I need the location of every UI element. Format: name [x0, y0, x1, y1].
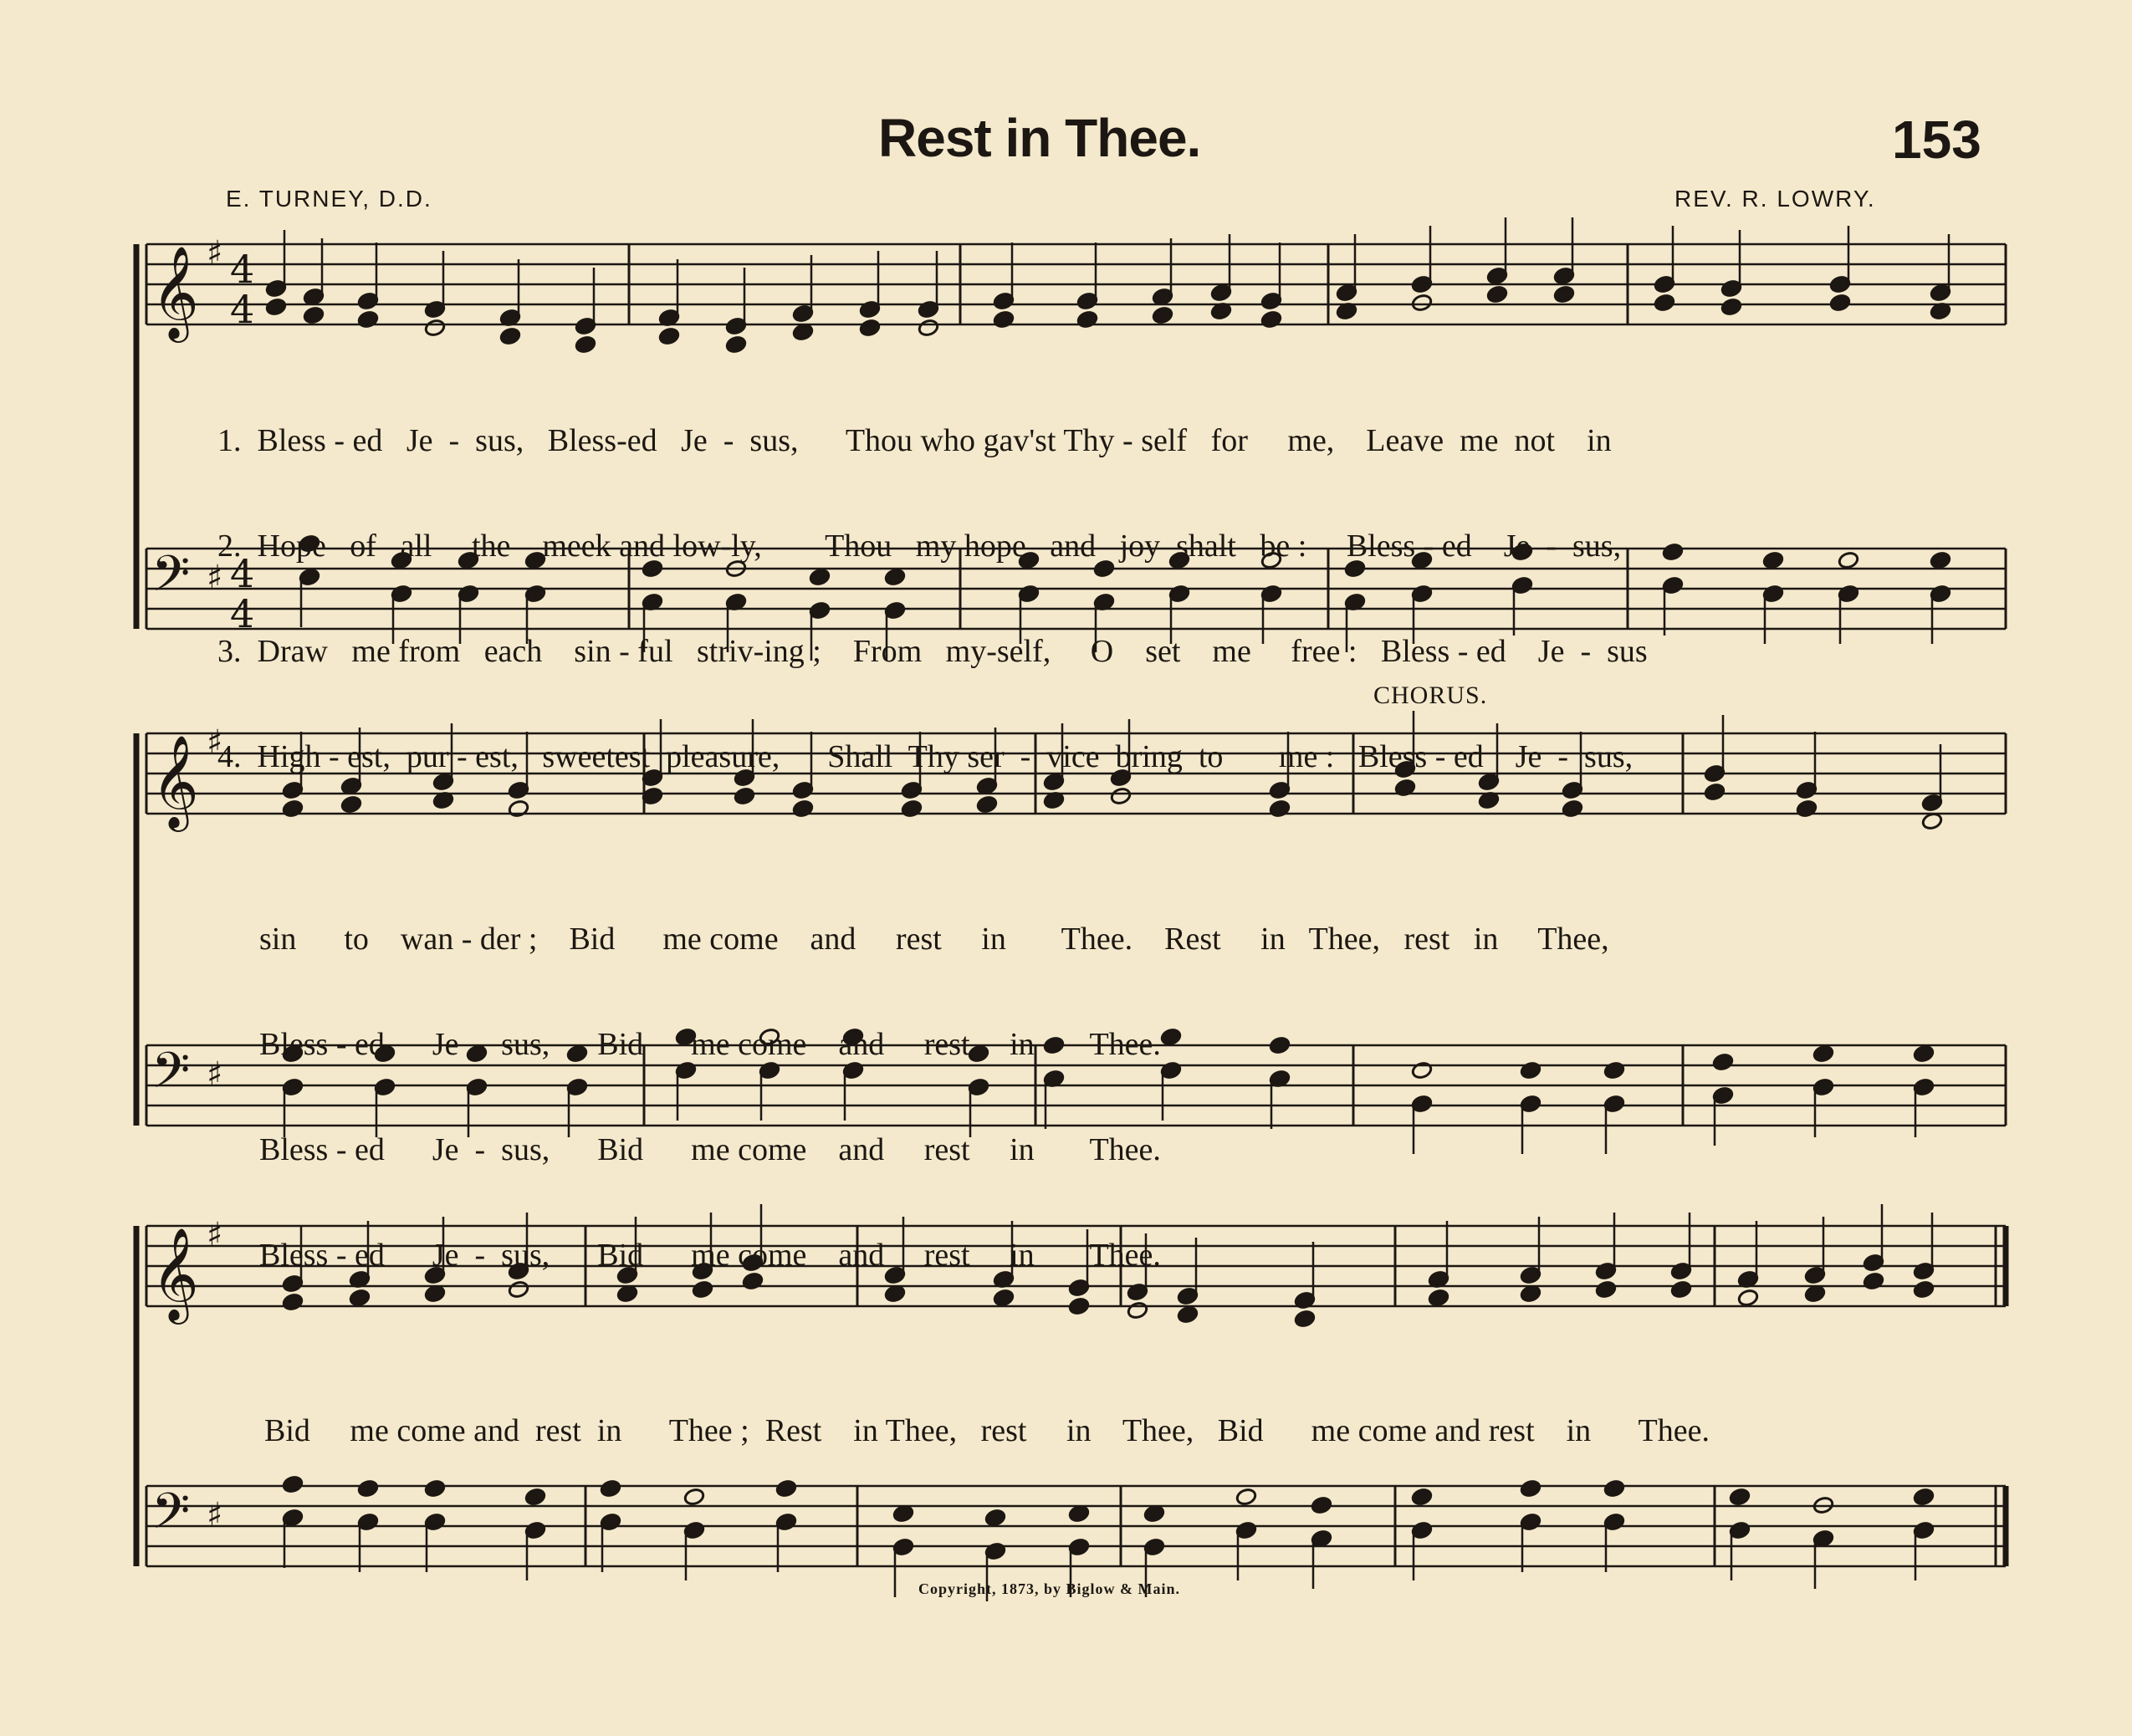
key-signature-sharp: ♯ — [207, 1216, 223, 1254]
notehead — [1729, 1488, 1751, 1507]
notehead — [1913, 1488, 1935, 1507]
notehead — [1838, 551, 1859, 570]
lyrics-system-1 — [217, 353, 1648, 845]
notehead — [918, 319, 939, 338]
notehead — [859, 319, 881, 338]
notehead — [1654, 294, 1675, 313]
notehead — [658, 327, 680, 346]
lyrics-system-2 — [259, 851, 1609, 1343]
bass-clef: 𝄢 — [151, 544, 191, 615]
hymn-title: Rest in Thee. — [878, 108, 1201, 168]
notehead — [1762, 551, 1784, 570]
notehead — [1411, 294, 1433, 313]
notehead — [575, 335, 596, 355]
notehead — [1670, 1280, 1692, 1299]
time-signature: 4 — [230, 287, 255, 332]
notehead — [1829, 294, 1851, 313]
key-signature-sharp: ♯ — [207, 559, 223, 597]
key-signature-sharp: ♯ — [207, 1496, 223, 1534]
time-signature: 4 — [230, 247, 255, 292]
treble-clef: 𝄞 — [151, 734, 199, 828]
notehead — [1553, 285, 1575, 304]
notehead — [725, 335, 747, 355]
key-signature-sharp: ♯ — [207, 1055, 223, 1094]
notehead — [1913, 1044, 1935, 1064]
verse-1-line: sin to wan - der ; Bid me come and rest in Thee. Rest in Thee, rest in Thee, — [259, 922, 1609, 957]
notehead — [303, 306, 325, 325]
page-number: 153 — [1892, 110, 1981, 170]
notehead — [1260, 310, 1282, 329]
key-signature-sharp: ♯ — [207, 723, 223, 762]
copyright-notice: Copyright, 1873, by Biglow & Main. — [918, 1580, 1181, 1597]
time-signature: 4 — [230, 551, 255, 596]
notehead — [1704, 783, 1726, 802]
notehead — [1662, 543, 1684, 562]
verse-4-line: 4. High - est, pur - est, sweetest pleasure, Shall Thy ser - vice bring to me : Bless - ed Je - sus, — [217, 739, 1634, 774]
notehead — [1812, 1044, 1834, 1064]
notehead — [1737, 1289, 1759, 1308]
notehead — [1152, 306, 1173, 325]
composer-credit: REV. R. LOWRY. — [1674, 186, 1876, 212]
notehead — [1486, 285, 1508, 304]
verse-1-line: 1. Bless - ed Je - sus, Bless-ed Je - sus, Thou who gav'st Thy - self for me, Leave me not in — [217, 423, 1612, 458]
verse-4-line: Bless - ed Je - sus, Bid me come and rest in Thee. — [259, 1238, 1161, 1273]
verse-3-line: Bless - ed Je - sus, Bid me come and rest in Thee. — [259, 1132, 1161, 1167]
time-signature: 4 — [230, 591, 255, 636]
notehead — [1796, 799, 1818, 819]
notehead — [1712, 1053, 1734, 1072]
notehead — [499, 327, 521, 346]
notehead — [1930, 551, 1951, 570]
bass-clef: 𝄢 — [151, 1041, 191, 1111]
chorus-line: Bid me come and rest in Thee ; Rest in Thee, rest in Thee, Bid me come and rest in Thee. — [264, 1413, 1710, 1448]
verse-2-line: Bless - ed Je - sus, Bid me come and rest in Thee. — [259, 1027, 1161, 1062]
notehead — [424, 319, 446, 338]
notehead — [993, 310, 1015, 329]
notehead — [1863, 1272, 1884, 1291]
treble-clef: 𝄞 — [151, 245, 199, 339]
notehead — [1076, 310, 1098, 329]
notehead — [1720, 298, 1742, 317]
treble-clef: 𝄞 — [151, 1227, 199, 1320]
verse-3-line: 3. Draw me from each sin - ful striv-ing ; From my-self, O set me free : Bless - ed Je - sus — [217, 634, 1648, 669]
lyricist-credit: E. TURNEY, D.D. — [226, 186, 432, 212]
lyrics-system-3 — [264, 1343, 1710, 1519]
chorus-label: CHORUS. — [1373, 682, 1488, 709]
verse-2-line: 2. Hope of all the meek and low-ly, Thou my hope and joy shalt be : Bless - ed Je - sus, — [217, 528, 1622, 564]
notehead — [265, 298, 287, 317]
key-signature-sharp: ♯ — [207, 234, 223, 273]
bass-clef: 𝄢 — [151, 1482, 191, 1552]
notehead — [357, 310, 379, 329]
notehead — [1913, 1280, 1935, 1299]
